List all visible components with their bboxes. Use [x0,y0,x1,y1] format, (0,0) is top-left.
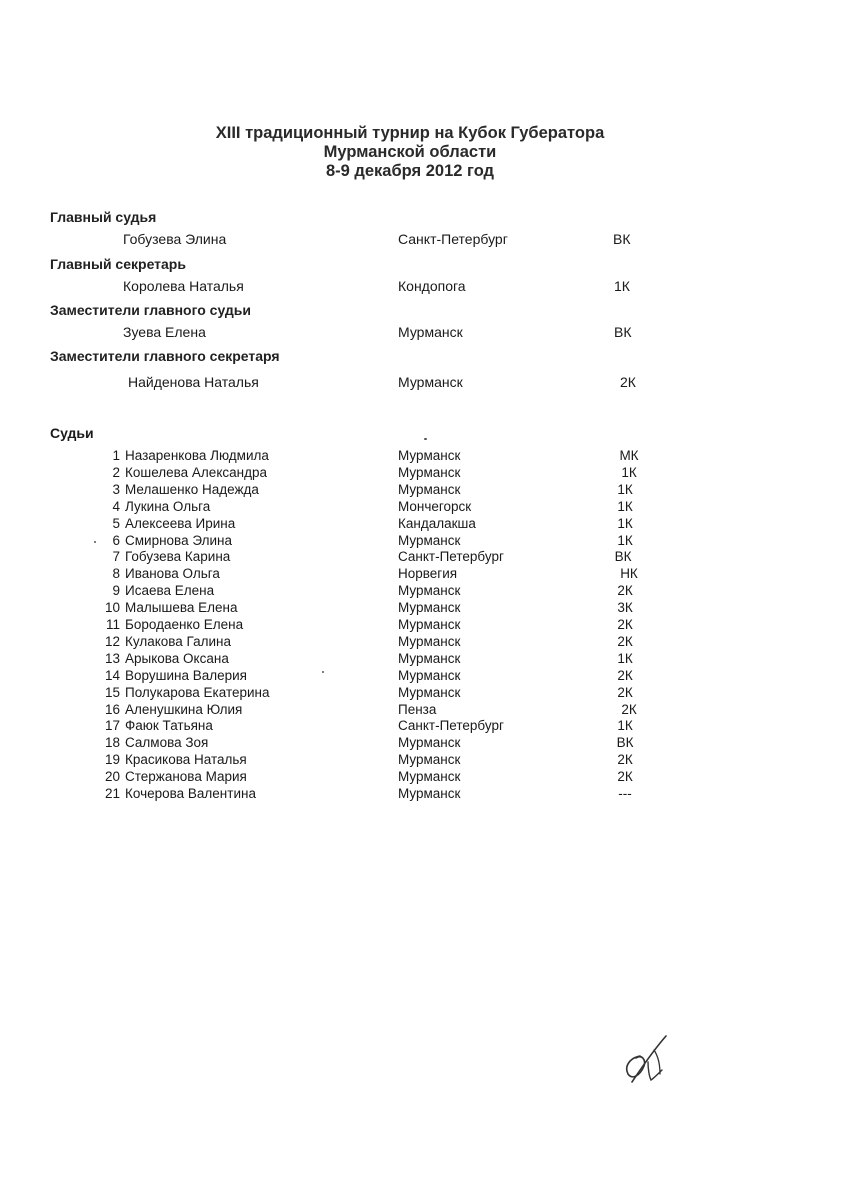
document-title [0,124,800,181]
title-line-2: Мурманской области [323,143,497,161]
table-row [0,516,850,533]
judge-name: Красикова Наталья [125,752,247,768]
judge-city: Мурманск [398,667,461,683]
chief-secretary-heading: Главный секретарь [50,256,186,272]
judge-number: 17 [104,718,120,734]
official-category: 1К [614,278,630,294]
table-row [0,786,850,803]
judge-category: --- [618,786,632,801]
title-line-3: 8-9 декабря 2012 год [325,162,495,180]
judge-name: Кулакова Галина [125,633,231,649]
judge-name: Бородаенко Елена [125,617,244,632]
official-name: Королева Наталья [123,278,244,294]
judge-category: 2К [617,684,633,700]
deputy-chief-judge-row [0,324,850,342]
judge-city: Мурманск [398,583,461,599]
judge-category: 1К [617,498,633,514]
judge-city: Мурманск [398,633,461,649]
judge-city: Мурманск [398,752,461,768]
judge-city: Мурманск [398,448,461,463]
table-row [0,752,850,769]
judge-city: Мурманск [398,650,461,666]
judge-city: Мурманск [398,481,461,497]
table-row [0,769,850,786]
judge-city: Мурманск [398,600,461,616]
judge-category: 2К [617,667,633,683]
scan-speck [94,541,96,543]
judge-number: 13 [104,650,120,666]
judge-city: Мончегорск [398,498,472,514]
judge-category: ВК [616,735,634,751]
judge-name: Иванова Ольга [125,566,220,582]
judge-name: Лукина Ольга [125,498,211,514]
judge-name: Алексеева Ирина [125,515,236,531]
judge-number: 15 [104,684,120,700]
judge-city: Норвегия [398,566,458,582]
judge-category: НК [620,566,638,582]
title-line-1: XIII традиционный турнир на Кубок Губератора [215,124,605,142]
judge-number: 19 [104,752,120,768]
judge-name: Назаренкова Людмила [125,448,269,463]
table-row [0,702,850,719]
judge-category: 2К [617,583,633,599]
judge-category: МК [619,448,639,463]
judge-number: 1 [112,448,120,463]
judge-city: Мурманск [398,684,461,700]
table-row [0,583,850,600]
table-row [0,735,850,752]
judge-category: 1К [617,650,633,666]
judge-city: Мурманск [398,769,461,785]
table-row [0,448,850,465]
judge-city: Мурманск [398,532,461,548]
table-row [0,668,850,685]
judge-category: ВК [614,549,632,565]
judge-number: 9 [112,583,120,599]
judge-number: 16 [104,701,120,717]
judge-category: 2К [621,701,637,717]
judge-name: Мелашенко Надежда [125,481,259,497]
official-name: Найденова Наталья [128,374,259,390]
deputy-chief-judge-heading: Заместители главного судьи [50,302,251,318]
judge-number: 20 [104,769,120,785]
judge-category: 2К [617,633,633,649]
scan-speck [424,438,427,440]
judge-city: Кандалакша [398,515,476,531]
official-name: Гобузева Элина [123,231,227,247]
table-row [0,499,850,516]
judge-city: Мурманск [398,617,461,632]
official-city: Санкт-Петербург [398,231,508,247]
table-row [0,651,850,668]
judge-name: Фаюк Татьяна [125,718,213,734]
judge-number: 14 [104,667,120,683]
judge-name: Смирнова Элина [125,532,232,548]
chief-secretary-row [0,278,850,296]
deputy-chief-secretary-heading: Заместители главного секретаря [50,348,280,364]
judge-number: 2 [112,464,120,480]
judge-name: Аленушкина Юлия [125,701,243,717]
judge-number: 18 [104,735,120,751]
table-row [0,549,850,566]
official-category: 2К [620,374,636,390]
table-row [0,685,850,702]
judge-city: Мурманск [398,786,461,801]
judge-category: 1К [617,532,633,548]
official-category: ВК [613,231,631,247]
judges-heading: Судьи [50,425,94,441]
judge-city: Мурманск [398,735,461,751]
official-name: Зуева Елена [123,324,206,340]
judge-name: Малышева Елена [125,600,238,616]
official-city: Мурманск [398,324,463,340]
scan-speck [322,671,324,673]
table-row [0,718,850,735]
judge-city: Мурманск [398,464,461,480]
judge-category: 3К [617,600,633,616]
judge-name: Кошелева Александра [125,464,267,480]
table-row [0,634,850,651]
judge-name: Исаева Елена [125,583,215,599]
judge-number: 4 [112,498,120,514]
official-city: Мурманск [398,374,463,390]
judge-category: 2К [617,769,633,785]
judge-number: 6 [112,532,120,548]
judge-name: Салмова Зоя [125,735,209,751]
table-row [0,533,850,550]
judge-city: Пенза [398,701,437,717]
judge-number: 3 [112,481,120,497]
judge-name: Ворушина Валерия [125,667,247,683]
official-city: Кондопога [398,278,466,294]
judge-name: Полукарова Екатерина [125,684,270,700]
table-row [0,566,850,583]
judge-category: 1К [617,718,633,734]
table-row [0,617,850,634]
chief-judge-heading: Главный судья [50,209,157,225]
judge-number: 10 [104,600,120,616]
judge-city: Санкт-Петербург [398,549,504,565]
judge-category: 1К [617,481,633,497]
deputy-chief-secretary-row [0,374,850,392]
judge-name: Арыкова Оксана [125,650,229,666]
handwritten-signature-icon [618,1030,674,1088]
judge-category: 2К [617,752,633,768]
judge-number: 11 [105,617,120,632]
official-category: ВК [614,324,632,340]
table-row [0,600,850,617]
judge-city: Санкт-Петербург [398,718,504,734]
judge-name: Кочерова Валентина [125,786,256,801]
chief-judge-row [0,231,850,249]
judge-category: 1К [617,515,633,531]
table-row [0,465,850,482]
judge-number: 12 [104,633,120,649]
judge-number: 7 [112,549,120,565]
judge-category: 2К [617,617,633,632]
judge-number: 21 [104,786,120,801]
judge-name: Стержанова Мария [125,769,247,785]
judge-number: 5 [112,515,120,531]
judge-name: Гобузева Карина [125,549,231,565]
judge-category: 1К [621,464,637,480]
table-row [0,482,850,499]
judge-number: 8 [112,566,120,582]
